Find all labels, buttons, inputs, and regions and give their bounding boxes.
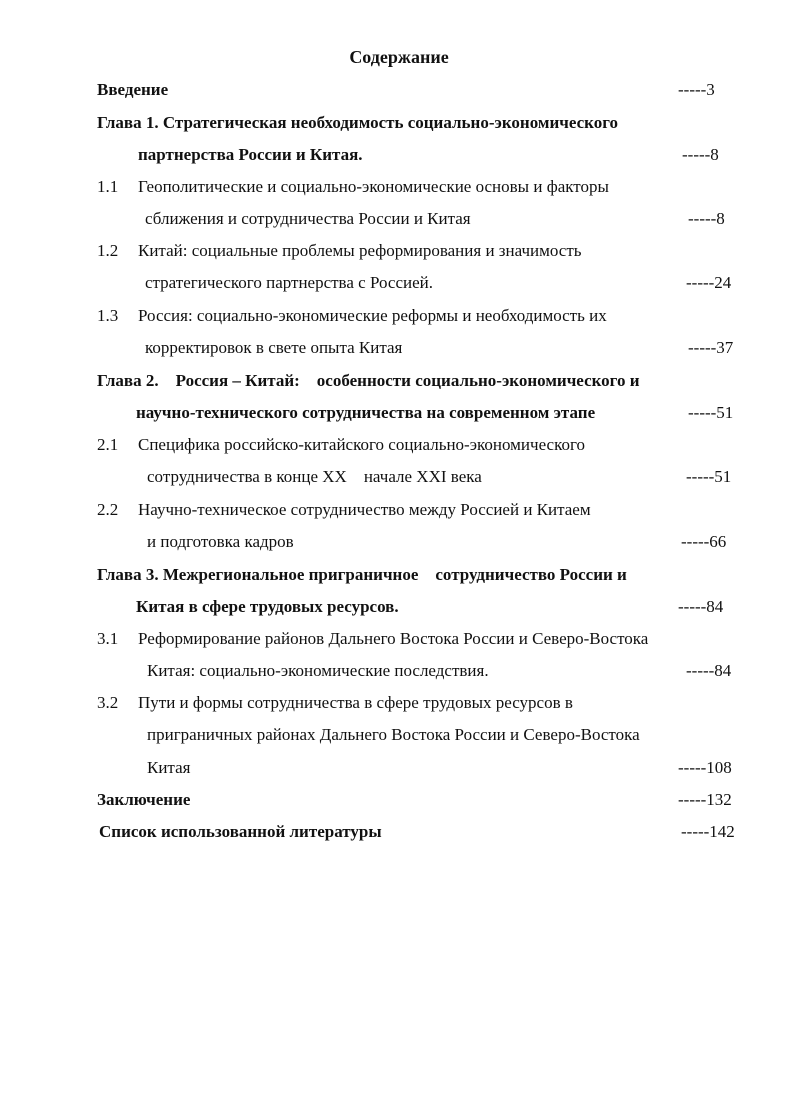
toc-s12-page: -----24 [686, 273, 732, 292]
toc-ch1-title-line1: Глава 1. Стратегическая необходимость социально-экономического [97, 113, 618, 132]
toc-s11-line1: Геополитические и социально-экономические основы и факторы [138, 177, 609, 196]
toc-ch2-title-line2: научно-технического сотрудничества на современном этапе [136, 403, 596, 422]
toc-ch1-title-line2: партнерства России и Китая. [138, 145, 363, 164]
toc-s32-line1: Пути и формы сотрудничества в сфере трудовых ресурсов в [138, 693, 573, 712]
toc-s31-number: 3.1 [97, 629, 119, 648]
toc-intro-page: -----3 [678, 80, 715, 99]
toc-s22-number: 2.2 [97, 500, 119, 519]
toc-s13-page: -----37 [688, 338, 734, 357]
toc-s13-line2: корректировок в свете опыта Китая [145, 338, 403, 357]
toc-s11-number: 1.1 [97, 177, 119, 196]
toc-references-label: Список использованной литературы [99, 822, 382, 841]
toc-s22-line2: и подготовка кадров [147, 532, 294, 551]
toc-ch2-page: -----51 [688, 403, 734, 422]
toc-s13-line1: Россия: социально-экономические реформы и необходимость их [138, 306, 607, 325]
toc-ch1-page: -----8 [682, 145, 719, 164]
toc-s31-line2: Китая: социально-экономические последствия. [147, 661, 489, 680]
toc-ch3-title-line2: Китая в сфере трудовых ресурсов. [136, 597, 399, 616]
toc-intro-label: Введение [97, 80, 169, 99]
toc-s32-line2: приграничных районах Дальнего Востока России и Северо-Востока [147, 725, 640, 744]
toc-s12-number: 1.2 [97, 241, 119, 260]
toc-s11-page: -----8 [688, 209, 725, 228]
toc-s32-number: 3.2 [97, 693, 119, 712]
toc-s21-line1: Специфика российско-китайского социально-экономического [138, 435, 586, 454]
toc-ch3-title-line1: Глава 3. Межрегиональное приграничное сотрудничество России и [97, 565, 627, 584]
toc-conclusion-label: Заключение [97, 790, 191, 809]
toc-s13-number: 1.3 [97, 306, 119, 325]
toc-s21-page: -----51 [686, 467, 732, 486]
toc-s12-line2: стратегического партнерства с Россией. [145, 273, 433, 292]
toc-s31-line1: Реформирование районов Дальнего Востока России и Северо-Востока [138, 629, 649, 648]
toc-s32-page: -----108 [678, 758, 732, 777]
toc-s11-line2: сближения и сотрудничества России и Китая [145, 209, 471, 228]
toc-s12-line1: Китай: социальные проблемы реформирования и значимость [138, 241, 582, 260]
toc-ch2-title-line1: Глава 2. Россия – Китай: особенности социально-экономического и [97, 371, 640, 390]
toc-s22-line1: Научно-техническое сотрудничество между Россией и Китаем [138, 500, 591, 519]
toc-references-page: -----142 [681, 822, 735, 841]
toc-s21-number: 2.1 [97, 435, 119, 454]
toc-s31-page: -----84 [686, 661, 732, 680]
toc-s21-line2: сотрудничества в конце XX начале XXI века [147, 467, 482, 486]
toc-s32-line3: Китая [147, 758, 191, 777]
toc-conclusion-page: -----132 [678, 790, 732, 809]
page-title: Содержание [349, 47, 449, 67]
toc-s22-page: -----66 [681, 532, 727, 551]
toc-ch3-page: -----84 [678, 597, 724, 616]
